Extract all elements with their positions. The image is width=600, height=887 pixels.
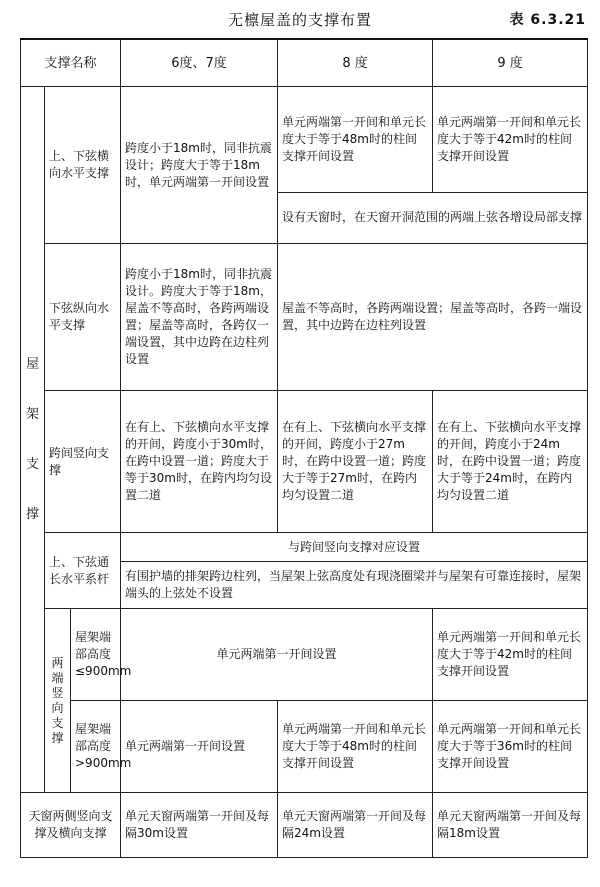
- cell: 单元天窗两端第一开间及每隔30m设置: [121, 793, 278, 858]
- end-vertical-bracing-group: 两端竖向支撑: [45, 609, 71, 793]
- cell: 单元两端第一开间设置: [121, 609, 433, 701]
- col-header-9: 9 度: [433, 39, 588, 87]
- table-row: [21, 87, 588, 193]
- table-row: [21, 793, 588, 858]
- cell: 在有上、下弦横向水平支撑的开间，跨度小于24m时，在跨中设置一道；跨度大于等于24m时，在跨内均匀设置二道: [433, 391, 588, 533]
- cell: 单元两端第一开间设置: [121, 701, 278, 793]
- cell: 单元两端第一开间和单元长度大于等于48m时的柱间支撑开间设置: [278, 701, 433, 793]
- table-title-bar: [0, 0, 600, 38]
- header-row: [21, 39, 588, 87]
- row-name: 下弦纵向水平支撑: [45, 244, 121, 391]
- row-name: 上、下弦通长水平系杆: [45, 533, 121, 609]
- roof-truss-bracing-group: 屋 架 支 撑: [21, 87, 45, 793]
- cell: 跨度小于18m时，同非抗震设计；跨度大于等于18m时，单元两端第一开间设置: [121, 87, 278, 244]
- table-row: [21, 391, 588, 533]
- cell: 单元两端第一开间和单元长度大于等于48m时的柱间支撑开间设置: [278, 87, 433, 193]
- row-name: 上、下弦横向水平支撑: [45, 87, 121, 244]
- cell: 屋盖不等高时，各跨两端设置；屋盖等高时，各跨一端设置，其中边跨在边柱列设置: [278, 244, 588, 391]
- cell: 单元两端第一开间和单元长度大于等于42m时的柱间支撑开间设置: [433, 609, 588, 701]
- cell: 跨度小于18m时，同非抗震设计。跨度大于等于18m，屋盖不等高时，各跨两端设置；屋盖等高时，各跨仅一端设置，其中边跨在边柱列设置: [121, 244, 278, 391]
- table-number: 表 6.3.21: [509, 12, 586, 28]
- cell: 在有上、下弦横向水平支撑的开间，跨度小于30m时，在跨中设置一道；跨度大于等于30m时，在跨内均匀设置二道: [121, 391, 278, 533]
- row-name: 屋架端部高度≤900mm: [71, 609, 121, 701]
- cell: 单元天窗两端第一开间及每隔18m设置: [433, 793, 588, 858]
- row-name: 天窗两侧竖向支撑及横向支撑: [21, 793, 121, 858]
- row-name: 跨间竖向支撑: [45, 391, 121, 533]
- cell: 单元天窗两端第一开间及每隔24m设置: [278, 793, 433, 858]
- cell: 单元两端第一开间和单元长度大于等于42m时的柱间支撑开间设置: [433, 87, 588, 193]
- table-row: [21, 609, 588, 701]
- table-row: [21, 244, 588, 391]
- table-title: 无檩屋盖的支撑布置: [227, 11, 372, 29]
- table-row: [21, 533, 588, 562]
- row-name: 屋架端部高度>900mm: [71, 701, 121, 793]
- col-header-6-7: 6度、7度: [121, 39, 278, 87]
- cell: 与跨间竖向支撑对应设置: [121, 533, 588, 562]
- cell: 有围护墙的排架跨边柱列，当屋架上弦高度处有现浇圈梁并与屋架有可靠连接时，屋架端头的上弦处不设置: [121, 562, 588, 609]
- cell: 设有天窗时，在天窗开洞范围的两端上弦各增设局部支撑: [278, 192, 588, 243]
- cell: 单元两端第一开间和单元长度大于等于36m时的柱间支撑开间设置: [433, 701, 588, 793]
- cell: 在有上、下弦横向水平支撑的开间，跨度小于27m时，在跨中设置一道；跨度大于等于27m时，在跨内均匀设置二道: [278, 391, 433, 533]
- col-header-8: 8 度: [278, 39, 433, 87]
- table-row: [21, 701, 588, 793]
- col-header-name: 支撑名称: [21, 39, 121, 87]
- bracing-layout-table: [20, 38, 588, 858]
